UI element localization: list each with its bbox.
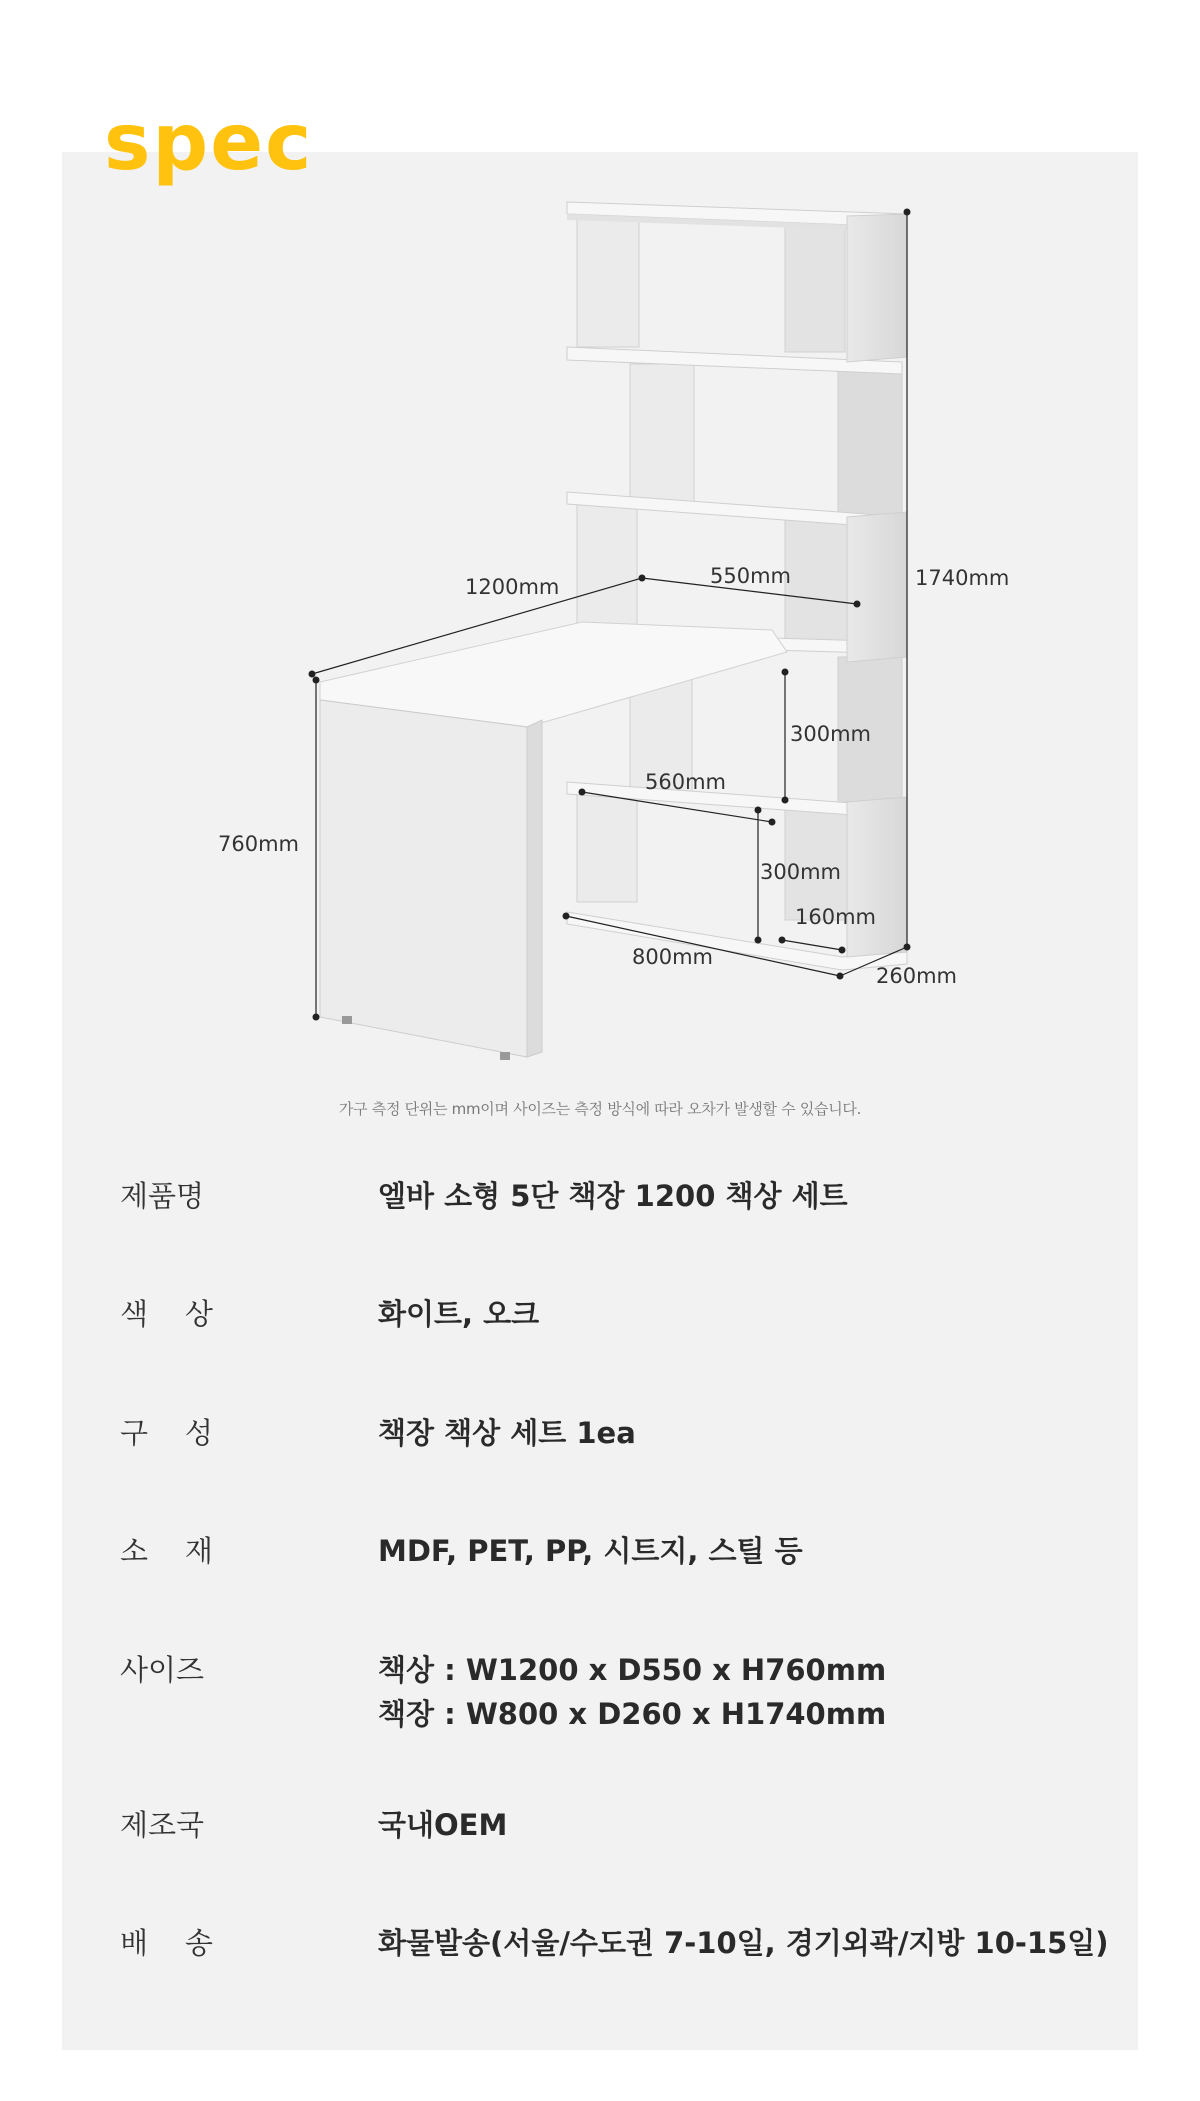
spec-value-line: 국내OEM bbox=[378, 1808, 508, 1842]
spec-value-line: 책장 책상 세트 1ea bbox=[378, 1416, 636, 1450]
measurement-note: 가구 측정 단위는 mm이며 사이즈는 측정 방식에 따라 오차가 발생할 수 있습니다. bbox=[338, 1100, 862, 1118]
spec-label: 사이즈 bbox=[120, 1653, 205, 1687]
dim-base-depth: 160mm bbox=[795, 905, 876, 929]
spec-value bbox=[378, 1292, 539, 1336]
spec-value bbox=[378, 1411, 636, 1455]
dim-shelf-width: 800mm bbox=[632, 945, 713, 969]
spec-value bbox=[378, 1174, 848, 1218]
dim-upper-compartment: 300mm bbox=[790, 722, 871, 746]
dim-lower-compartment: 300mm bbox=[760, 860, 841, 884]
dim-lower-width: 560mm bbox=[645, 770, 726, 794]
spec-value-line: 화물발송(서울/수도권 7-10일, 경기외곽/지방 10-15일) bbox=[378, 1926, 1109, 1960]
spec-value bbox=[378, 1803, 507, 1847]
dim-shelf-depth: 260mm bbox=[876, 964, 957, 988]
spec-label: 제품명 bbox=[120, 1179, 205, 1213]
spec-value bbox=[378, 1921, 1109, 1965]
spec-label: 구 성 bbox=[120, 1416, 213, 1450]
spec-title: spec bbox=[104, 98, 314, 188]
spec-value bbox=[378, 1529, 803, 1573]
dim-shelf-height: 1740mm bbox=[915, 566, 1010, 590]
spec-label: 제조국 bbox=[120, 1808, 205, 1842]
dim-desk-width: 1200mm bbox=[465, 575, 560, 599]
spec-value-line: MDF, PET, PP, 시트지, 스틸 등 bbox=[378, 1534, 803, 1568]
spec-value-line: 책장 : W800 x D260 x H1740mm bbox=[378, 1697, 887, 1731]
spec-label: 소 재 bbox=[120, 1534, 213, 1568]
dim-desk-depth: 550mm bbox=[710, 564, 791, 588]
spec-label: 색 상 bbox=[120, 1297, 213, 1331]
product-dimension-diagram bbox=[62, 152, 1138, 1102]
spec-value-line: 엘바 소형 5단 책장 1200 책상 세트 bbox=[378, 1179, 848, 1213]
spec-label: 배 송 bbox=[120, 1926, 213, 1960]
spec-value bbox=[378, 1648, 886, 1736]
spec-value-line: 책상 : W1200 x D550 x H760mm bbox=[378, 1653, 887, 1687]
desk-illustration bbox=[320, 622, 787, 1060]
dim-desk-height: 760mm bbox=[218, 832, 299, 856]
spec-value-line: 화이트, 오크 bbox=[378, 1297, 540, 1331]
